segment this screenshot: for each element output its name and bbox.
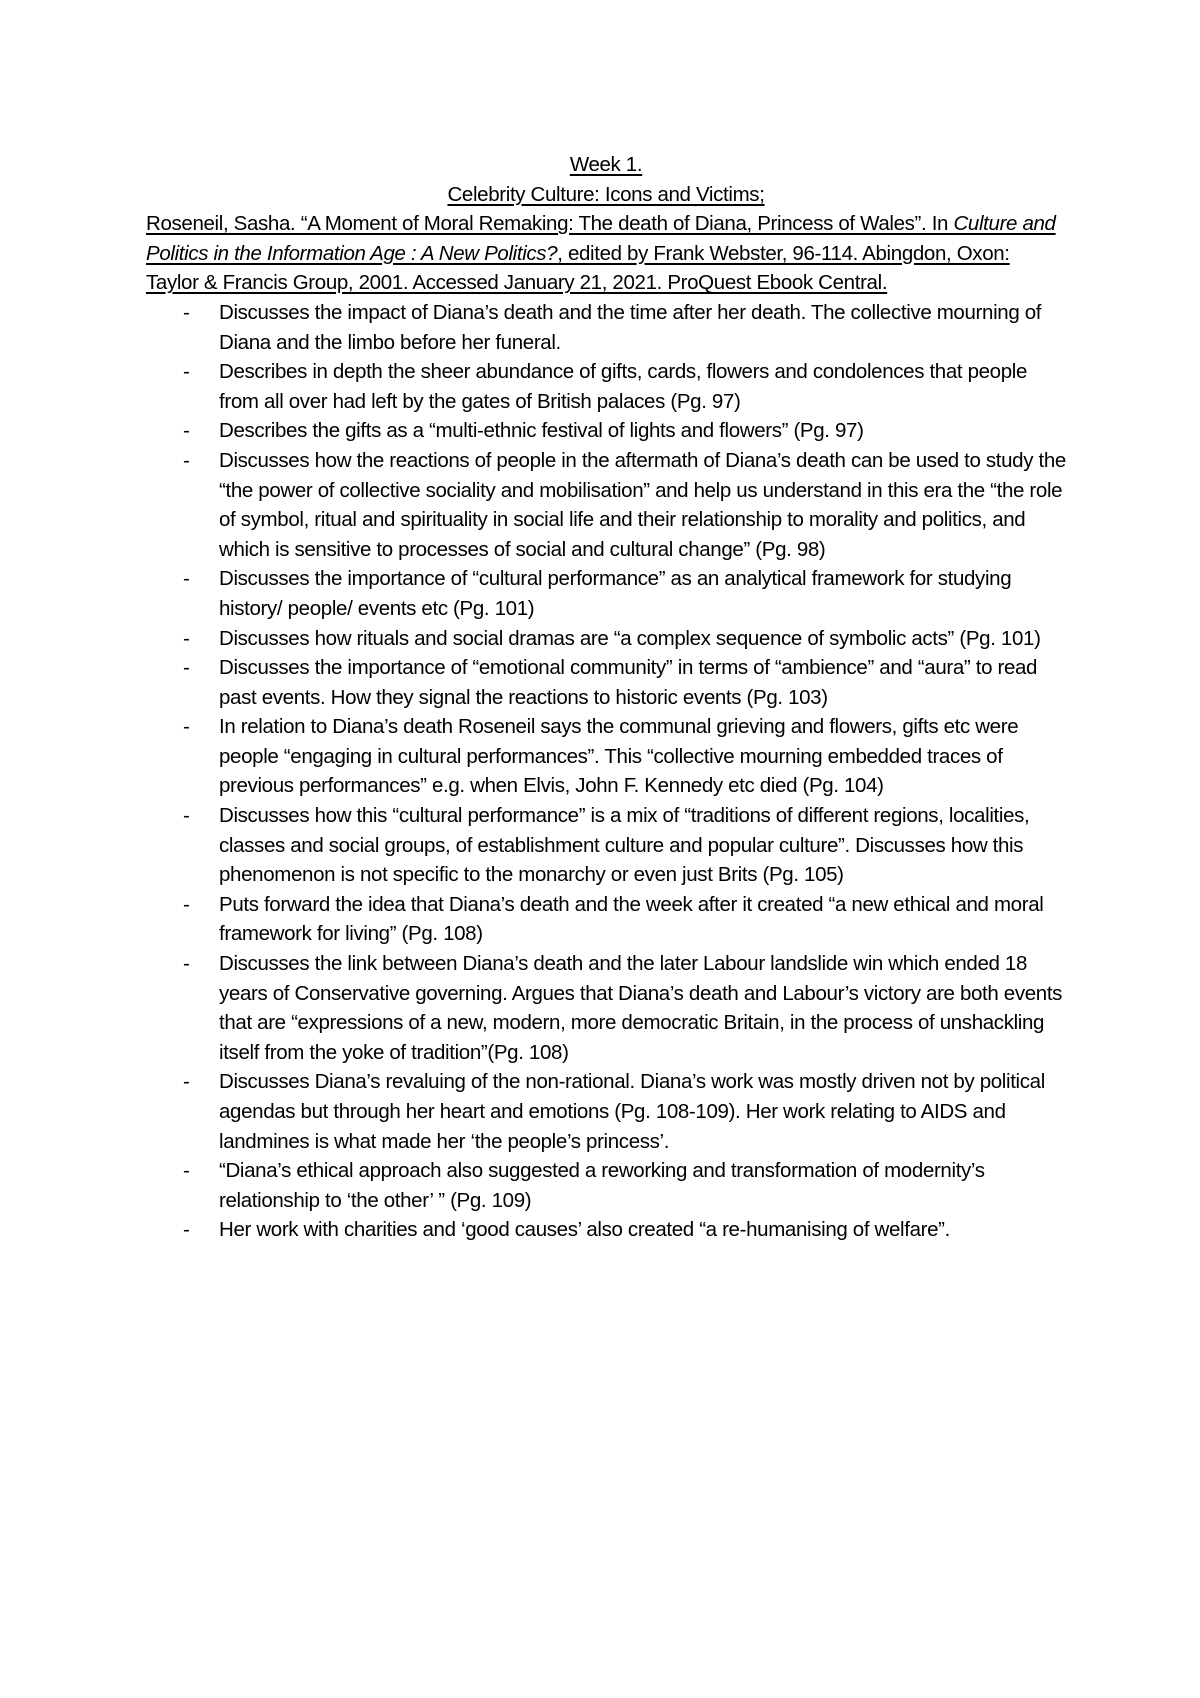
note-text: Discusses how rituals and social dramas are “a complex sequence of symbolic acts” (Pg. 101) [219, 626, 1041, 650]
note-item [146, 564, 1066, 623]
citation-authors-title: Roseneil, Sasha. “A Moment of Moral Remaking: The death of Diana, Princess of Wales”. In [146, 212, 954, 236]
bullet-dash: - [183, 804, 190, 828]
note-text: Discusses how the reactions of people in the aftermath of Diana’s death can be used to study the “the power of collective sociality and mobilisation” and help us understand in this era the “the role of symbol, ritual and spirituality in social life and their relationship to morality and politics, and which is sensitive to processes of social and cultural change” (Pg. 98) [219, 448, 1066, 561]
bullet-dash: - [183, 567, 190, 591]
note-item [146, 949, 1066, 1067]
bullet-dash: - [183, 892, 190, 916]
bullet-dash: - [183, 1218, 190, 1242]
bullet-dash: - [183, 715, 190, 739]
notes-list [146, 298, 1066, 1245]
topic-heading: Celebrity Culture: Icons and Victims; [447, 182, 765, 206]
note-item [146, 801, 1066, 890]
note-text: In relation to Diana’s death Roseneil says the communal grieving and flowers, gifts etc were people “engaging in cultural performances”. This “collective mourning embedded traces of previous performances” e.g. when Elvis, John F. Kennedy etc died (Pg. 104) [219, 715, 1019, 798]
note-text: Her work with charities and ‘good causes’ also created “a re-humanising of welfare”. [219, 1218, 950, 1242]
note-item [146, 298, 1066, 357]
note-text: Describes in depth the sheer abundance of gifts, cards, flowers and condolences that people from all over had left by the gates of British palaces (Pg. 97) [219, 360, 1028, 413]
bullet-dash: - [183, 360, 190, 384]
bullet-dash: - [183, 656, 190, 680]
bullet-dash: - [183, 300, 190, 324]
bullet-dash: - [183, 1070, 190, 1094]
note-item [146, 416, 1066, 446]
note-text: Puts forward the idea that Diana’s death and the week after it created “a new ethical and moral framework for living” (Pg. 108) [219, 892, 1044, 946]
note-text: Describes the gifts as a “multi-ethnic festival of lights and flowers” (Pg. 97) [219, 419, 864, 443]
citation-publication: , edited by Frank Webster, 96-114. Abingdon, Oxon: Taylor & Francis Group, 2001. Accessed January 21, 2021. ProQuest Ebook Central. [146, 241, 1010, 295]
citation-book-title: Culture and Politics in the Information Age : A New Politics? [146, 212, 1056, 265]
bullet-dash: - [183, 448, 190, 472]
note-item [146, 446, 1066, 564]
citation [146, 209, 1066, 298]
document-page [146, 150, 1066, 1245]
note-text: Discusses the importance of “emotional community” in terms of “ambience” and “aura” to read past events. How they signal the reactions to historic events (Pg. 103) [219, 656, 1038, 709]
note-text: Discusses the impact of Diana’s death and the time after her death. The collective mourning of Diana and the limbo before her funeral. [219, 300, 1042, 354]
note-item [146, 624, 1066, 654]
bullet-dash: - [183, 952, 190, 976]
note-text: Discusses how this “cultural performance” is a mix of “traditions of different regions, localities, classes and social groups, of establishment culture and popular culture”. Discusses how this phenomenon is not specific to the monarchy or even just Brits (Pg. 105) [219, 804, 1030, 887]
note-item [146, 712, 1066, 801]
bullet-dash: - [183, 626, 190, 650]
week-heading: Week 1. [569, 153, 643, 176]
bullet-dash: - [183, 419, 190, 443]
note-item [146, 1215, 1066, 1245]
note-text: Discusses the link between Diana’s death and the later Labour landslide win which ended 18 years of Conservative governing. Argues that Diana’s death and Labour’s victory are both events that are “expressions of a new, modern, more democratic Britain, in the process of unshackling itself from the yoke of tradition”(Pg. 108) [219, 952, 1063, 1064]
note-item [146, 1156, 1066, 1215]
bullet-dash: - [183, 1159, 190, 1183]
note-text: Discusses Diana’s revaluing of the non-rational. Diana’s work was mostly driven not by political agendas but through her heart and emotions (Pg. 108-109). Her work relating to AIDS and landmines is what made her ‘the people’s princess’. [219, 1070, 1045, 1153]
note-item [146, 1067, 1066, 1156]
note-item [146, 357, 1066, 416]
note-text: “Diana’s ethical approach also suggested a reworking and transformation of modernity’s relationship to ‘the other’ ” (Pg. 109) [219, 1159, 985, 1212]
note-item [146, 653, 1066, 712]
note-item [146, 890, 1066, 949]
note-text: Discusses the importance of “cultural performance” as an analytical framework for studying history/ people/ events etc (Pg. 101) [219, 567, 1012, 620]
